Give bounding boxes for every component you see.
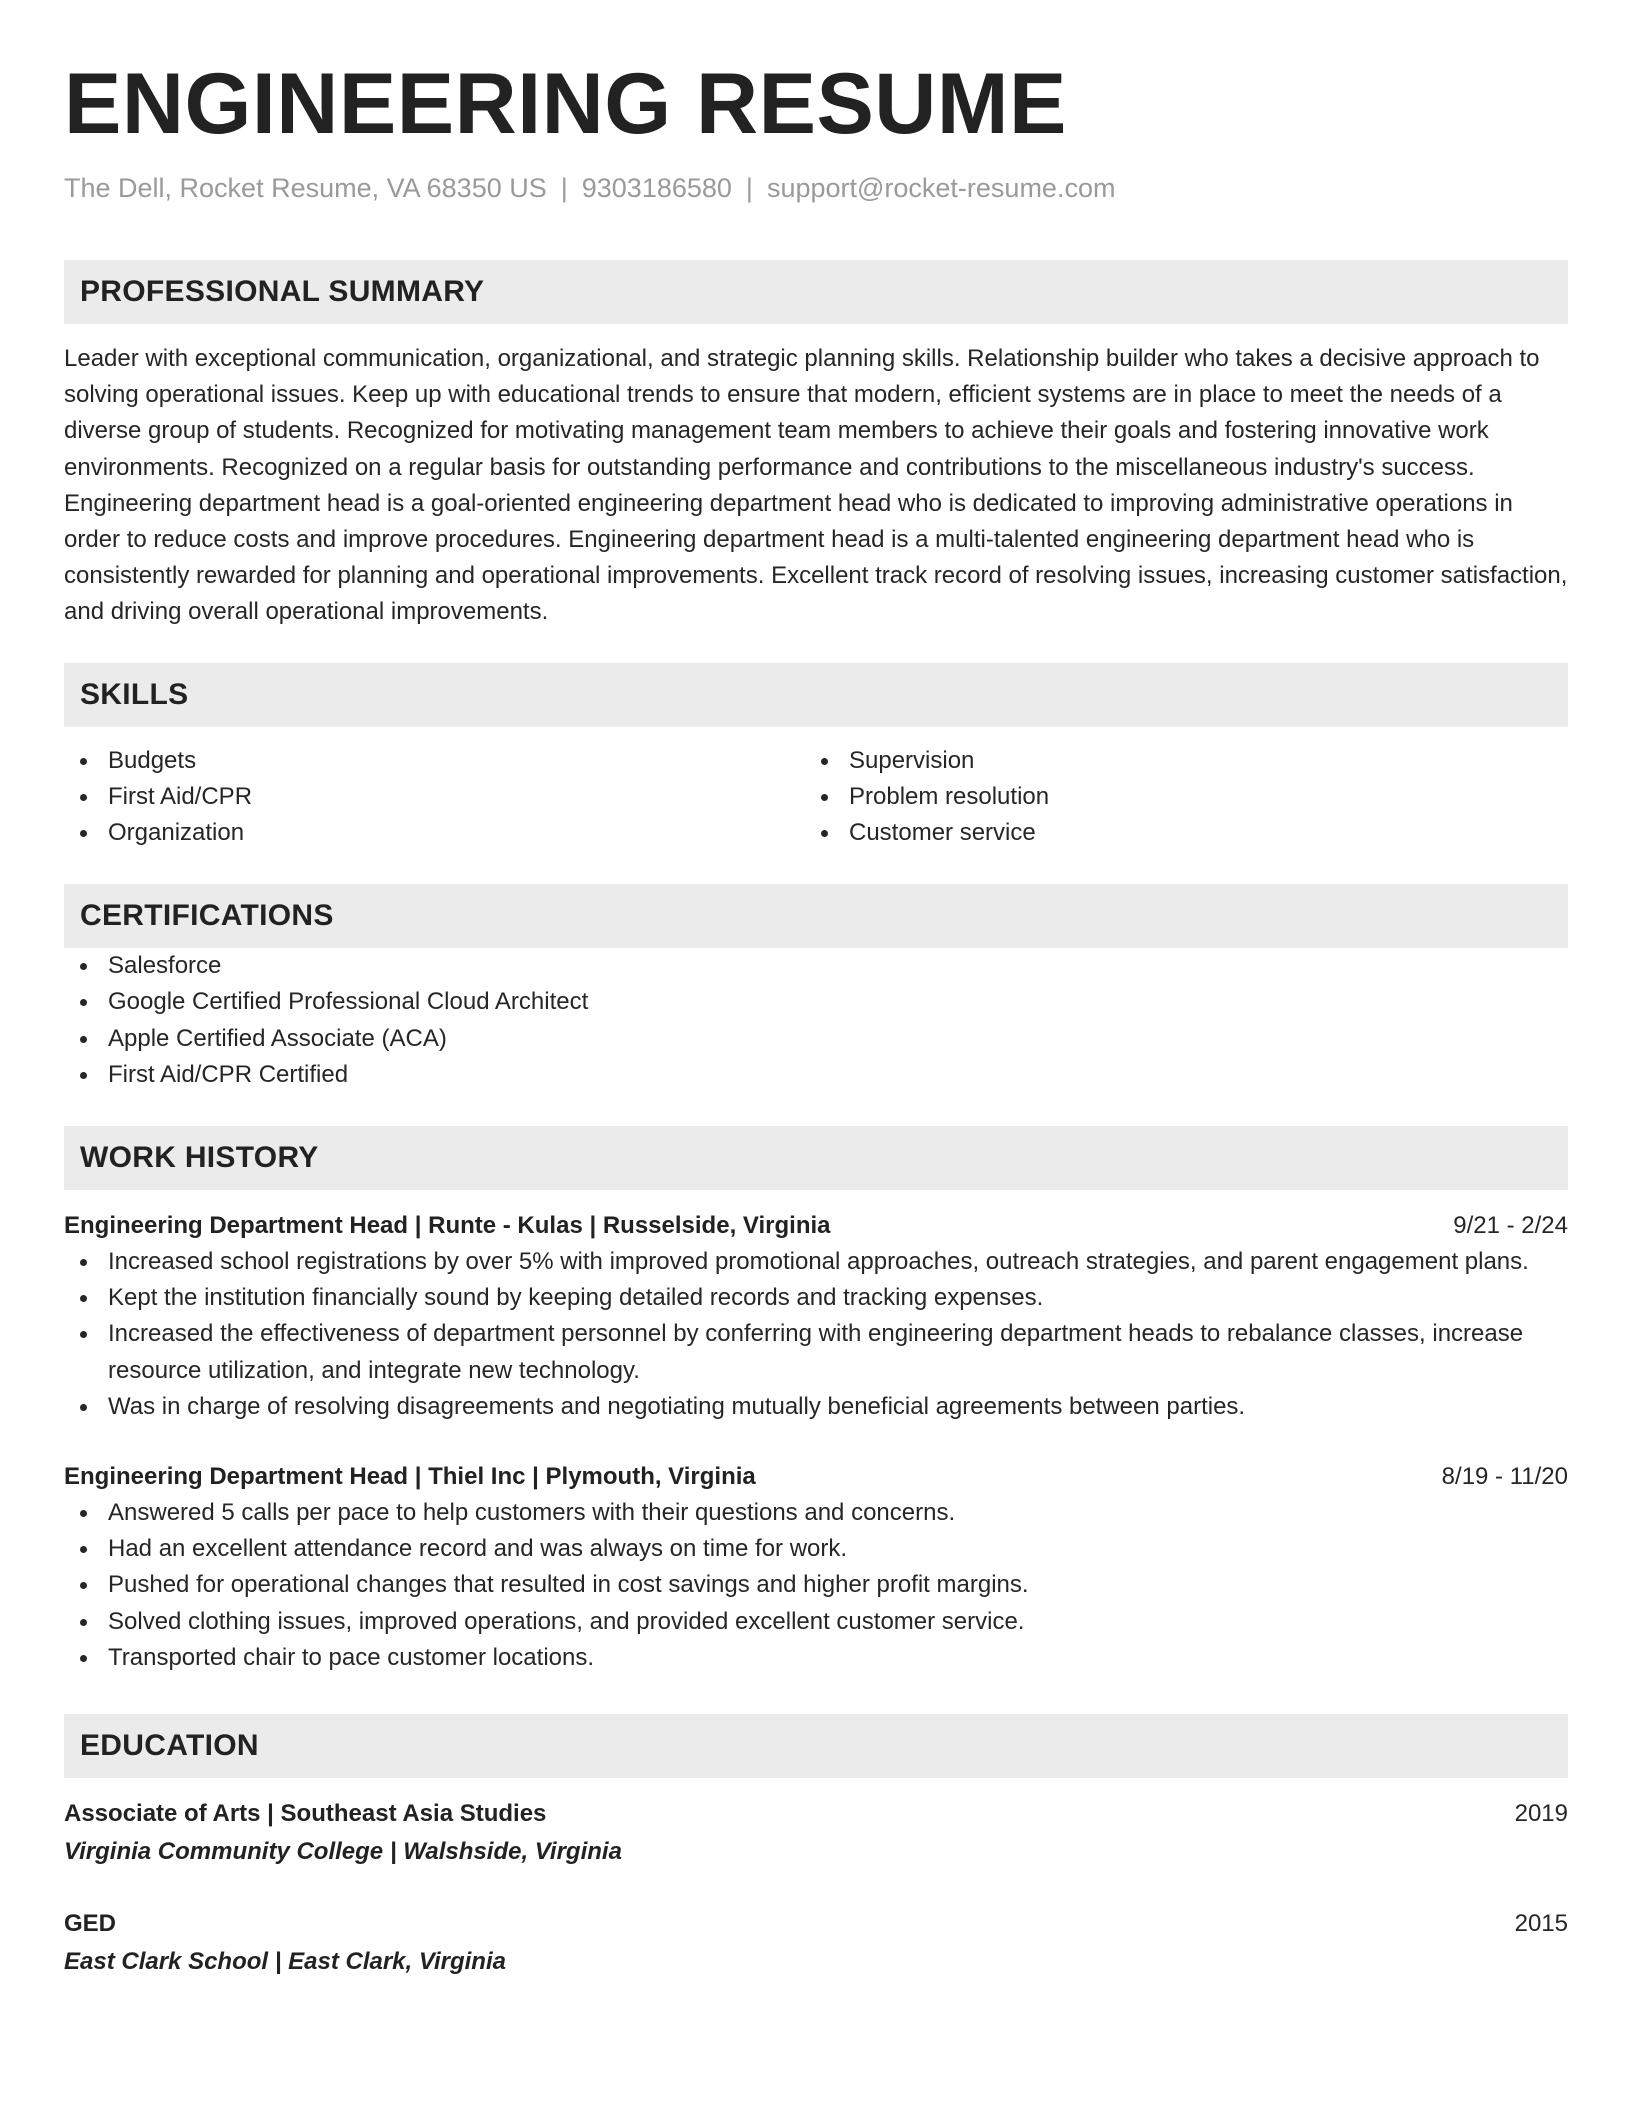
contact-email: support@rocket-resume.com	[766, 173, 1116, 203]
education-degree: Associate of Arts | Southeast Asia Studies	[64, 1800, 547, 1828]
job-bullet: Transported chair to pace customer locations.	[64, 1640, 1568, 1676]
education-school: Virginia Community College | Walshside, Virginia	[64, 1838, 622, 1866]
contact-line	[64, 170, 1568, 206]
education-degree: GED	[64, 1910, 117, 1938]
job-title: Engineering Department Head | Thiel Inc | Plymouth, Virginia	[64, 1463, 756, 1491]
education-header	[64, 1796, 1568, 1832]
job-bullet: Had an excellent attendance record and was always on time for work.	[64, 1531, 1568, 1567]
job-bullet: Kept the institution financially sound by keeping detailed records and tracking expenses.	[64, 1280, 1568, 1316]
skills-column-right	[805, 743, 1546, 852]
section-title: CERTIFICATIONS	[80, 899, 334, 933]
skill-item: Customer service	[805, 815, 1546, 851]
education-year: 2015	[1514, 1910, 1568, 1938]
section-header-skills	[64, 663, 1568, 727]
education-header	[64, 1906, 1568, 1942]
skill-item: Organization	[64, 815, 805, 851]
job-bullets	[64, 1495, 1568, 1676]
contact-separator: |	[745, 173, 753, 203]
section-header-work-history	[64, 1126, 1568, 1190]
contact-phone: 9303186580	[581, 173, 732, 203]
job-bullet: Pushed for operational changes that resulted in cost savings and higher profit margins.	[64, 1567, 1568, 1603]
section-title: EDUCATION	[80, 1729, 259, 1763]
job-dates: 8/19 - 11/20	[1441, 1463, 1568, 1491]
certification-item: First Aid/CPR Certified	[64, 1057, 1568, 1093]
section-title: PROFESSIONAL SUMMARY	[80, 275, 485, 308]
section-header-education	[64, 1714, 1568, 1778]
job-bullet: Increased the effectiveness of department personnel by conferring with engineering department heads to rebalance classes, increase resource utilization, and integrate new technology.	[64, 1316, 1568, 1388]
job-bullets	[64, 1244, 1568, 1425]
section-header-certifications	[64, 884, 1568, 948]
job-header	[64, 1459, 1568, 1495]
skills-grid	[64, 743, 1568, 852]
certification-item: Salesforce	[64, 948, 1568, 984]
job-bullet: Was in charge of resolving disagreements and negotiating mutually beneficial agreements between parties.	[64, 1389, 1568, 1425]
skill-item: First Aid/CPR	[64, 779, 805, 815]
summary-text: Leader with exceptional communication, organizational, and strategic planning skills. Relationship builder who takes a decisive approach to solving operational issues. Keep up with educational trends to ensure that modern, efficient systems are in place to meet the needs of a diverse group of students. Recognized for motivating management team members to achieve their goals and fostering innovative work environments. Recognized on a regular basis for outstanding performance and contributions to the miscellaneous industry's success. Engineering department head is a goal-oriented engineering department head who is dedicated to improving administrative operations in order to reduce costs and improve procedures. Engineering department head is a multi-talented engineering department head who is consistently rewarded for planning and operational improvements. Excellent track record of resolving issues, increasing customer satisfaction, and driving overall operational improvements.	[64, 345, 1568, 626]
job-bullet: Increased school registrations by over 5% with improved promotional approaches, outreach strategies, and parent engagement plans.	[64, 1244, 1568, 1280]
section-title: SKILLS	[80, 677, 189, 711]
job-dates: 9/21 - 2/24	[1453, 1212, 1568, 1240]
education-year: 2019	[1514, 1800, 1568, 1828]
job-bullet: Answered 5 calls per pace to help customers with their questions and concerns.	[64, 1495, 1568, 1531]
education-school: East Clark School | East Clark, Virginia	[64, 1948, 506, 1976]
resume-title: ENGINEERING RESUME	[64, 56, 1067, 152]
section-header-summary	[64, 260, 1568, 324]
skill-item: Supervision	[805, 743, 1546, 779]
job-title: Engineering Department Head | Runte - Kulas | Russelside, Virginia	[64, 1212, 831, 1240]
contact-address: The Dell, Rocket Resume, VA 68350 US	[64, 173, 547, 203]
certification-item: Google Certified Professional Cloud Architect	[64, 984, 1568, 1020]
section-title: WORK HISTORY	[80, 1141, 319, 1175]
certifications-list	[64, 948, 1568, 1093]
skill-item: Problem resolution	[805, 779, 1546, 815]
skill-item: Budgets	[64, 743, 805, 779]
contact-separator: |	[560, 173, 568, 203]
job-bullet: Solved clothing issues, improved operations, and provided excellent customer service.	[64, 1604, 1568, 1640]
skills-column-left	[64, 743, 805, 852]
skills-list	[805, 743, 1546, 852]
certification-item: Apple Certified Associate (ACA)	[64, 1021, 1568, 1057]
skills-list	[64, 743, 805, 852]
job-header	[64, 1208, 1568, 1244]
